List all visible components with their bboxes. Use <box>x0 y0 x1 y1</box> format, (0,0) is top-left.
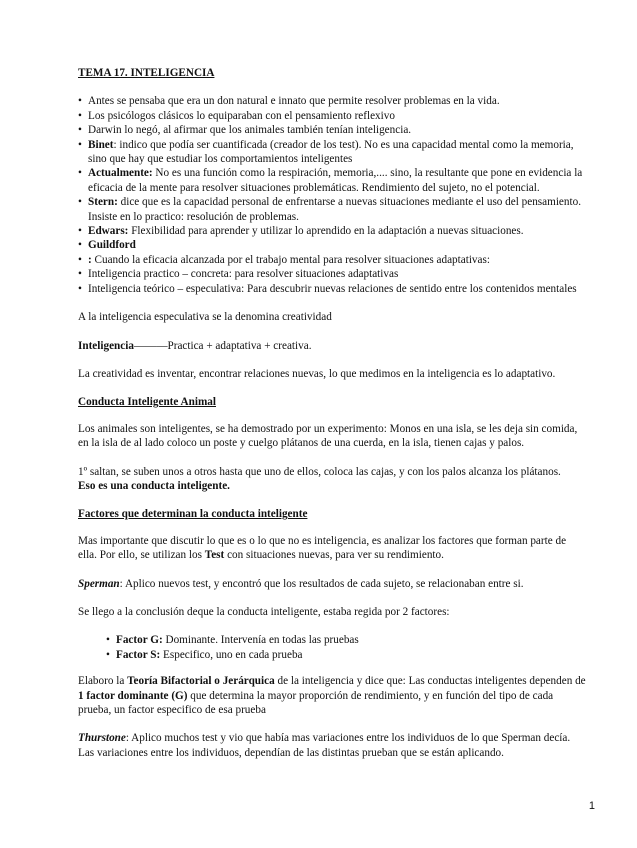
page-number: 1 <box>588 800 595 812</box>
bullet-icon: • <box>78 138 82 151</box>
list-item: • : Cuando la eficacia alcanzada por el trabajo mental para resolver situaciones adaptativas: <box>78 253 490 266</box>
bullet-icon: • <box>78 239 82 252</box>
list-item: • Factor G: Dominante. Intervenía en todas las pruebas <box>106 634 359 647</box>
bullet-icon: • <box>78 253 82 266</box>
list-item: • Inteligencia practico – concreta: para resolver situaciones adaptativas <box>78 268 399 281</box>
bullet-icon: • <box>78 196 82 209</box>
bullet-icon: • <box>78 109 82 122</box>
bullet-icon: • <box>106 648 110 661</box>
list-item: • Guildford <box>78 239 136 252</box>
list-item: • Darwin lo negó, al afirmar que los animales también tenían inteligencia. <box>78 124 412 137</box>
paragraph-formula: Inteligencia———Practica + adaptativa + creativa. <box>78 339 312 352</box>
bullet-icon: • <box>78 225 82 238</box>
list-item: • Inteligencia teórico – especulativa: Para descubrir nuevas relaciones de sentido entre los contenidos mentales <box>78 282 577 295</box>
list-item: • Los psicólogos clásicos lo equiparaban con el pensamiento reflexivo <box>78 109 395 122</box>
list-item: • Antes se pensaba que era un don natural e innato que permite resolver problemas en la vida. <box>78 95 500 108</box>
paragraph-especulativa: A la inteligencia especulativa se la denomina creatividad <box>78 311 332 324</box>
list-item: • Binet: indico que podía ser cuantificada (creador de los test). No es una capacidad mental como la memoria, sino que hay que estudiar los comportamientos inteligentes <box>78 138 574 166</box>
bullet-icon: • <box>78 268 82 281</box>
list-item: • Edwars: Flexibilidad para aprender y utilizar lo aprendido en la adaptación a nuevas situaciones. <box>78 225 524 238</box>
page-title: TEMA 17. INTELIGENCIA <box>78 67 215 79</box>
bullet-icon: • <box>78 167 82 180</box>
paragraph-elaboro: Elaboro la Teoría Bifactorial o Jerárquica de la inteligencia y dice que: Las conductas inteligentes dependen de 1 factor dominante (G) que determina la mayor proporción de rendimiento, y en función del tipo de cada prueba, un factor especifico de esa prueba <box>78 675 586 716</box>
list-item: • Factor S: Especifico, uno en cada prueba <box>106 648 303 661</box>
paragraph-sperman: Sperman: Aplico nuevos test, y encontró que los resultados de cada sujeto, se relacionaban entre si. <box>78 577 524 590</box>
paragraph-thurstone: Thurstone: Aplico muchos test y vio que había mas variaciones entre los individuos de lo que Sperman decía. Las variaciones entre los individuos, dependían de las distintas prueban que se están aplicando. <box>78 732 571 759</box>
paragraph-conclusion: Se llego a la conclusión deque la conducta inteligente, estaba regida por 2 factores: <box>78 605 450 618</box>
bullet-icon: • <box>106 634 110 647</box>
paragraph-mas-importante: Mas importante que discutir lo que es o lo que no es inteligencia, es analizar los factores que forman parte de ella. Por ello, se utilizan los Test con situaciones nuevas, para ver su rendimiento. <box>78 534 567 562</box>
paragraph-saltan: 1º saltan, se suben unos a otros hasta que uno de ellos, coloca las cajas, y con los palos alcanza los plátanos. Eso es una conducta inteligente. <box>78 465 561 492</box>
paragraph-animales: Los animales son inteligentes, se ha demostrado por un experimento: Monos en una isla, se les deja sin comida, en la isla de al lado coloco un poste y cuelgo plátanos de una cuerda, en la isla, tienen cajas y palos. <box>78 422 578 450</box>
bullet-icon: • <box>78 282 82 295</box>
document-content <box>78 66 586 774</box>
section-heading-factores: Factores que determinan la conducta inteligente <box>78 508 308 521</box>
paragraph-creatividad: La creatividad es inventar, encontrar relaciones nuevas, lo que medimos en la inteligencia es lo adaptativo. <box>78 367 556 380</box>
list-item: • Stern: dice que es la capacidad personal de enfrentarse a nuevas situaciones mediante el uso del pensamiento. Insiste en lo practico: resolución de problemas. <box>78 196 581 223</box>
bullet-icon: • <box>78 95 82 108</box>
factors-list <box>78 633 586 662</box>
intro-bullet-list <box>78 94 586 296</box>
section-heading-animal: Conducta Inteligente Animal <box>78 396 216 409</box>
list-item: • Actualmente: No es una función como la respiración, memoria,.... sino, la resultante que pone en evidencia la eficacia de la mente para resolver situaciones problemáticas. Rendimiento del sujeto, no el potencial. <box>78 167 583 194</box>
bullet-icon: • <box>78 124 82 137</box>
